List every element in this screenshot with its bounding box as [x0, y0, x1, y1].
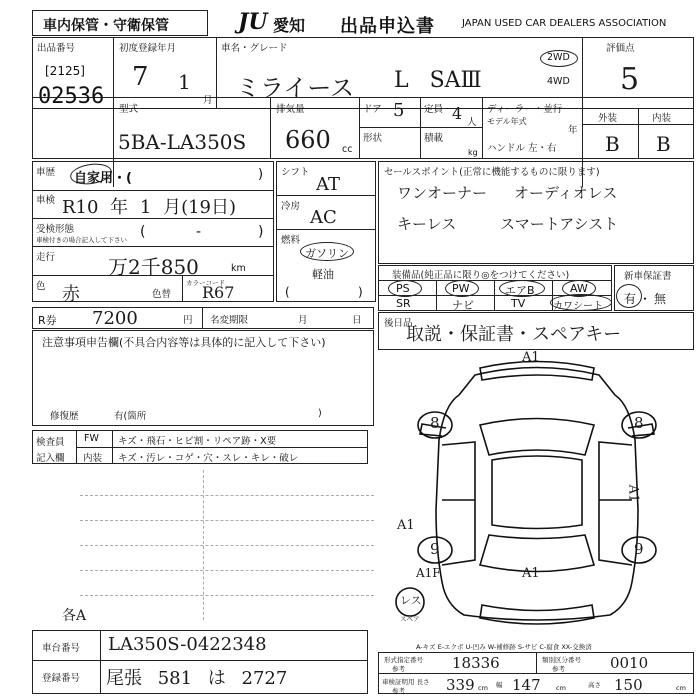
selling-point-1a: ワンオーナー: [397, 184, 488, 202]
exterior-label: 外装: [598, 113, 618, 124]
plate-label: 登録番号: [42, 673, 81, 684]
cc-unit: cc: [342, 144, 353, 155]
history-value: 自家用・(: [74, 171, 132, 186]
width-label: 幅: [496, 681, 503, 689]
mark-front-a1: A1: [522, 350, 540, 365]
km-unit: km: [231, 263, 246, 274]
lot-number: 02536: [38, 84, 105, 109]
warranty-options: 有・無: [624, 292, 670, 306]
inspector-label1: 検査員: [36, 437, 65, 448]
class-ref: 参考: [552, 665, 565, 673]
width-value: 147: [512, 676, 541, 694]
color-code-label: カラーコード: [186, 279, 225, 287]
door-value: 5: [393, 100, 405, 121]
mark-left-a1: A1: [397, 518, 415, 533]
ps-circle: [388, 280, 422, 297]
mark-wheel-fl: 8: [430, 414, 440, 432]
storage-notice-box: [32, 10, 208, 36]
interior-label: 内装: [652, 113, 672, 124]
selling-point-2a: キーレス: [397, 215, 457, 233]
history-label: 車歴: [36, 167, 56, 178]
mark-a1f: A1F: [416, 566, 441, 580]
first-reg-year: 7: [132, 62, 149, 92]
model-year-label: モデル年式: [487, 117, 527, 126]
fuel-paren-close: ): [358, 285, 363, 299]
type-label: 型式: [119, 104, 139, 115]
inspection-value: R10 年 1 月(19日): [62, 197, 237, 218]
tax-value: 7200: [92, 308, 138, 329]
received-label: 受検形態: [36, 224, 75, 235]
chassis-value: LA350S-0422348: [108, 634, 267, 655]
capacity-unit: 人: [467, 117, 477, 128]
month-unit: 月: [203, 95, 213, 106]
dealer-label: ディーラー・並行: [487, 104, 563, 115]
displacement-label: 排気量: [276, 104, 305, 115]
equip-aw[interactable]: AW: [570, 282, 588, 295]
height-label: 高さ: [588, 681, 601, 689]
fw-label: FW: [84, 433, 99, 444]
length-value: 339: [446, 676, 475, 694]
repair-close: ): [318, 408, 322, 419]
received-open: (: [140, 224, 146, 240]
repair-value: 有(箇所: [114, 411, 147, 422]
shift-label: シフト: [281, 167, 310, 178]
color-value: 赤: [62, 284, 80, 305]
fuel-diesel[interactable]: 軽油: [312, 268, 334, 281]
equipment-label: 装備品(純正品に限り◎をつけてください): [392, 270, 570, 281]
mark-wheel-fr: 8: [634, 414, 644, 432]
fuel-gasoline[interactable]: ガソリン: [305, 247, 349, 260]
fw-text: キズ・飛石・ヒビ割・リペア跡・X要: [118, 436, 277, 447]
model-label: 車名・グレード: [221, 43, 288, 54]
notes-label: 注意事項申告欄(不具合内容等は具体的に記入して下さい): [42, 336, 326, 349]
cert-label: 形式指定番号: [384, 656, 423, 664]
selling-points-label: セールスポイント(正常に機能するものに限ります): [384, 167, 600, 178]
mark-rear-a1: A1: [522, 566, 540, 581]
model-name: ミライース: [236, 74, 355, 102]
pw-circle: [445, 280, 479, 297]
year-unit: 年: [568, 125, 578, 136]
mileage-value: 万2千850: [108, 255, 199, 279]
tax-frame: [32, 307, 374, 329]
history-close: ): [258, 167, 264, 182]
plate-value: 尾張 581 は 2727: [106, 668, 288, 689]
equip-airbag[interactable]: エアB: [505, 284, 535, 297]
grade: L SAⅢ: [394, 68, 482, 93]
selling-point-1b: オーディオレス: [514, 184, 618, 202]
height-value: 150: [614, 676, 643, 694]
length-ref: 参考: [392, 687, 405, 695]
inspector-label2: 記入欄: [36, 453, 65, 464]
after-label: 後日品: [384, 318, 413, 329]
int-text: キズ・汚レ・コゲ・穴・スレ・キレ・破レ: [118, 453, 299, 464]
warranty-circle: [616, 284, 642, 308]
deadline-month: 月: [298, 315, 308, 326]
tax-yen: 円: [183, 315, 193, 326]
deadline-label: 名変期限: [210, 315, 249, 326]
width-cm: cm: [556, 684, 566, 692]
first-reg-label: 初度登録年月: [119, 43, 177, 54]
drive-4wd[interactable]: 4WD: [547, 76, 570, 87]
spare-label: スペア: [400, 615, 420, 623]
chassis-label: 車台番号: [42, 643, 81, 654]
door-label: ドア: [363, 104, 382, 115]
exterior-grade: B: [605, 132, 620, 156]
height-cm: cm: [676, 684, 686, 692]
warranty-label: 新車保証書: [624, 271, 672, 282]
mark-right-a1: A1: [625, 484, 641, 503]
selling-point-2b: スマートアシスト: [500, 215, 619, 233]
equip-ps[interactable]: PS: [396, 282, 410, 295]
fuel-label: 燃料: [281, 235, 301, 246]
type-value: 5BA-LA350S: [118, 130, 247, 154]
equip-tv[interactable]: TV: [511, 297, 526, 310]
first-reg-month: 1: [178, 70, 191, 94]
after-value: 取説・保証書・スペアキー: [406, 324, 622, 345]
form-title: 出品申込書: [340, 16, 435, 37]
received-sub: 車検付きの場合記入して下さい: [36, 236, 127, 244]
cert-value: 18336: [452, 654, 500, 672]
shape-label: 形状: [363, 133, 383, 144]
damage-legend: A-キズ E-エクボ U-凹み W-補修跡 S-サビ C-腐食 XX-交換済: [416, 643, 592, 651]
capacity-label: 定員: [424, 104, 444, 115]
leather-circle: [550, 294, 612, 311]
score-label: 評価点: [606, 43, 635, 54]
ju-logo: JU: [238, 9, 268, 35]
interior-grade: B: [656, 132, 671, 156]
handle-label: ハンドル 左・右: [487, 143, 557, 154]
inspection-label: 車検: [36, 195, 56, 206]
tax-label: R券: [38, 314, 57, 327]
color-change-label: 色替: [152, 289, 172, 300]
deadline-day: 日: [352, 315, 362, 326]
mark-wheel-rr: 9: [634, 540, 644, 558]
mileage-label: 走行: [36, 252, 56, 263]
equip-navi[interactable]: ナビ: [452, 299, 474, 312]
kg-unit: kg: [468, 148, 478, 157]
received-close: ): [258, 224, 264, 240]
score: 5: [620, 62, 640, 97]
length-label: 車検証明用 長さ: [382, 678, 430, 686]
ac-label: 冷房: [281, 201, 301, 212]
airbag-circle: [499, 280, 545, 297]
cert-ref: 参考: [392, 665, 405, 673]
storage-notice: 車内保管・守衛保管: [43, 18, 169, 34]
mark-spare: レス: [400, 594, 422, 607]
fuel-paren-open: (: [285, 285, 290, 299]
equip-pw[interactable]: PW: [452, 282, 470, 295]
english-title: JAPAN USED CAR DEALERS ASSOCIATION: [462, 18, 667, 29]
equip-sr[interactable]: SR: [396, 297, 411, 310]
capacity-value: 4: [452, 104, 463, 123]
drive-2wd[interactable]: 2WD: [547, 52, 570, 63]
side-note: 各A: [62, 608, 87, 624]
car-diagram: [380, 350, 694, 640]
class-value: 0010: [610, 654, 649, 672]
shift-value: AT: [316, 174, 341, 195]
class-label: 類別区分番号: [542, 656, 581, 664]
lot-sub: [2125]: [45, 64, 85, 78]
received-dash: -: [196, 224, 202, 240]
ac-value: AC: [310, 207, 337, 228]
repair-label: 修復歴: [50, 411, 79, 422]
equip-leather[interactable]: カワシート: [553, 301, 603, 312]
color-label: 色: [36, 281, 46, 292]
org-name: 愛知: [273, 16, 306, 35]
length-cm: cm: [478, 684, 488, 692]
lot-label: 出品番号: [37, 43, 76, 54]
mark-wheel-rl: 9: [430, 540, 440, 558]
load-label: 積載: [424, 133, 444, 144]
color-code-value: R67: [202, 283, 235, 302]
int-label: 内装: [83, 453, 103, 464]
displacement-value: 660: [285, 126, 331, 154]
